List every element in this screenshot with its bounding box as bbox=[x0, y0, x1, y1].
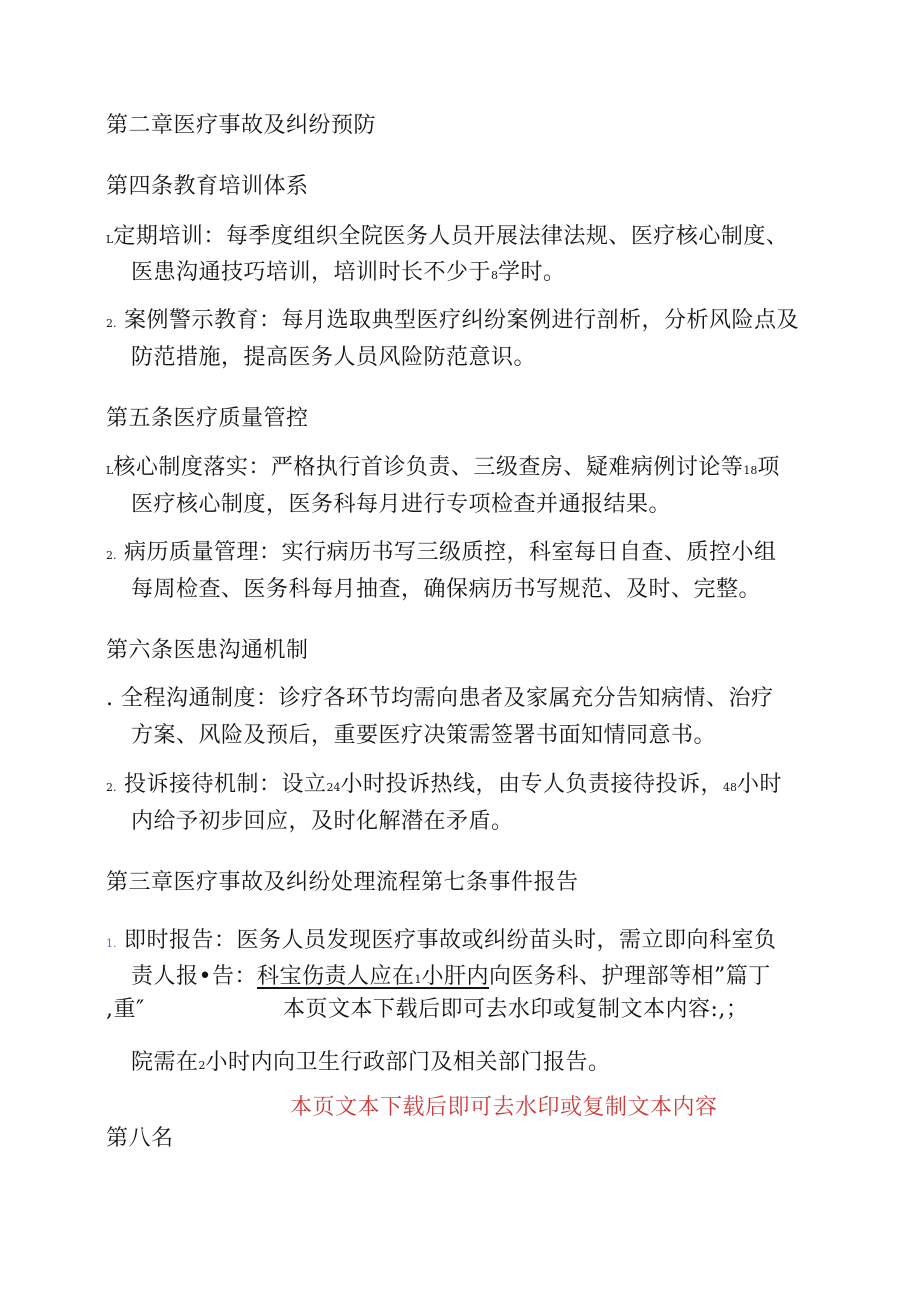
list-marker: 2. bbox=[106, 549, 117, 562]
item-text: 即时报告：医务人员发现医疗事故或纠纷苗头时，需立即向科室负 bbox=[124, 928, 777, 953]
item-text: 小时投诉热线，由专人负责接待投诉， bbox=[340, 772, 724, 797]
item-text: 案例警示教育：每月选取典型医疗纠纷案例进行剖析，分析风险点及 bbox=[124, 308, 800, 333]
list-marker: L bbox=[106, 464, 114, 477]
number-1: 1 bbox=[414, 973, 422, 986]
article-4-item-1-line-1 bbox=[106, 222, 788, 255]
article-7-item-1-line-2 bbox=[131, 962, 771, 995]
item-text: 投诉接待机制：设立 bbox=[124, 772, 327, 797]
list-marker: 2. bbox=[106, 317, 117, 330]
list-marker: L bbox=[106, 233, 114, 246]
list-marker: 2. bbox=[106, 781, 117, 794]
article-6-heading: 第六条医患沟通机制 bbox=[106, 638, 309, 663]
article-5-heading: 第五条医疗质量管控 bbox=[106, 406, 309, 431]
number-2: 2 bbox=[198, 1059, 206, 1072]
watermark-banner: 本页文本下载后即可去水印或复制文本内容 bbox=[290, 1095, 718, 1120]
article-6-item-1-line-1 bbox=[106, 684, 774, 714]
item-text: 小肝内 bbox=[421, 964, 490, 989]
item-text: 医患沟通技巧培训，培训时长不少于 bbox=[131, 260, 492, 285]
item-text: 核心制度落实：严格执行首诊负责、三级查房、疑难病例讨论等 bbox=[113, 455, 744, 480]
article-4-item-2-line-2: 防范措施，提高医务人员风险防范意识。 bbox=[131, 345, 537, 370]
item-text: 小时内向卫生行政部门及相关部门报告。 bbox=[205, 1050, 611, 1075]
article-6-item-2-line-1 bbox=[106, 770, 782, 803]
article-7-item-1-line-4 bbox=[131, 1048, 611, 1081]
item-text: 病历质量管理：实行病历书写三级质控，科室每日自查、质控小组 bbox=[124, 540, 777, 565]
article-8-heading: 第八名 bbox=[106, 1126, 174, 1151]
list-marker: 1. bbox=[106, 937, 117, 950]
chapter-3-heading: 第三章医疗事故及纠纷处理流程第七条事件报告 bbox=[106, 870, 579, 895]
item-text: 定期培训：每季度组织全院医务人员开展法律法规、医疗核心制度、 bbox=[113, 224, 789, 249]
item-text: 学时。 bbox=[498, 260, 566, 285]
article-7-item-1-line-1 bbox=[106, 926, 777, 959]
watermark-overlay-text: 本页文本下载后即可去水印或复制文本内容:,； bbox=[283, 997, 749, 1022]
item-text: 院需在 bbox=[131, 1050, 199, 1075]
number-24: 24 bbox=[326, 781, 341, 794]
item-text: 项 bbox=[757, 455, 780, 480]
article-4-heading: 第四条教育培训体系 bbox=[106, 174, 309, 199]
article-5-item-1-line-2: 医疗核心制度，医务科每月进行专项检查并通报结果。 bbox=[131, 492, 672, 517]
article-5-item-2-line-2: 每周检查、医务科每月抽查，确保病历书写规范、及时、完整。 bbox=[131, 577, 762, 602]
chapter-2-heading: 第二章医疗事故及纠纷预防 bbox=[106, 113, 377, 138]
underlined-text bbox=[257, 964, 489, 989]
article-5-item-2-line-1 bbox=[106, 538, 777, 571]
number-48: 48 bbox=[723, 781, 738, 794]
list-marker: . bbox=[106, 686, 114, 711]
number-8: 8 bbox=[491, 269, 499, 282]
item-text: 全程沟通制度：诊疗各环节均需向患者及家属充分告知病情、治疗 bbox=[121, 686, 774, 711]
article-6-item-2-line-2: 内给予初步回应，及时化解潜在矛盾。 bbox=[131, 809, 514, 834]
number-18: 18 bbox=[743, 464, 758, 477]
item-text: 责人报•告： bbox=[131, 964, 257, 989]
item-text: 科宝伤责人应在 bbox=[256, 964, 415, 989]
article-7-item-1-line-3: ,重″ bbox=[106, 997, 145, 1022]
article-4-item-2-line-1 bbox=[106, 306, 799, 339]
item-text: 向医务科、护理部等相”篇丁 bbox=[489, 964, 771, 989]
article-4-item-1-line-2 bbox=[131, 258, 566, 291]
article-6-item-1-line-2: 方案、风险及预后，重要医疗决策需签署书面知情同意书。 bbox=[131, 723, 717, 748]
article-5-item-1-line-1 bbox=[106, 453, 780, 486]
item-text: 小时 bbox=[737, 772, 783, 797]
